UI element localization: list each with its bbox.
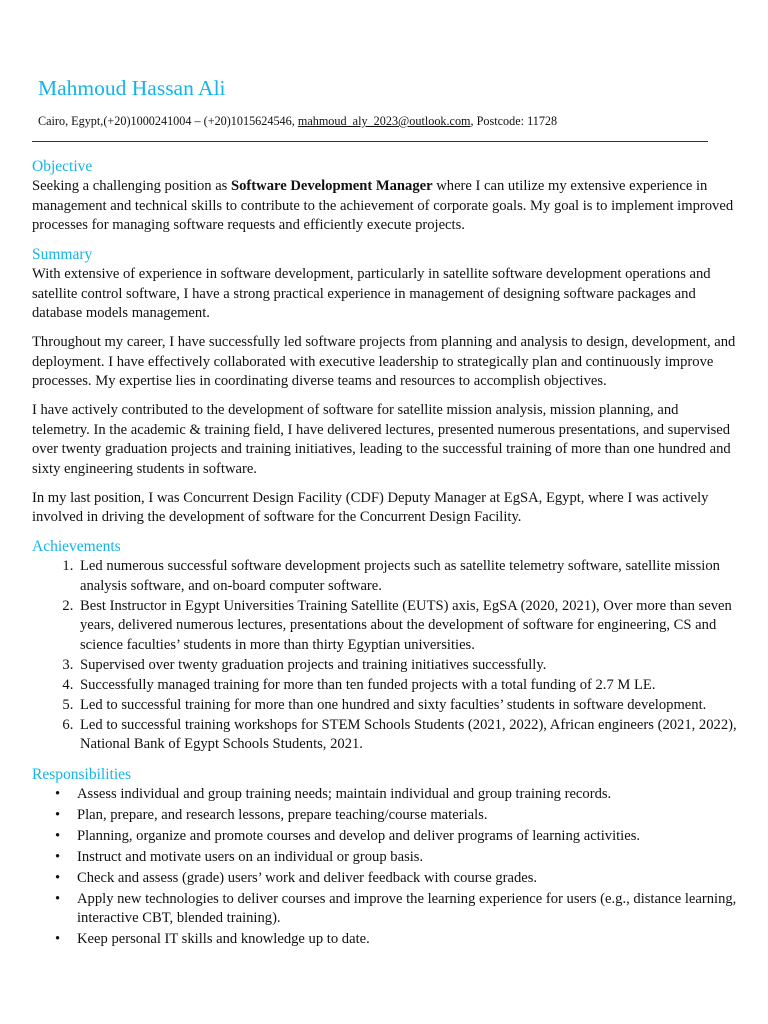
responsibility-item: [55, 785, 738, 805]
summary-paragraph: With extensive of experience in software development, particularly in satellite software development operations and satellite control software, I have a strong practical experience in management of designing software packages and database models management.: [32, 266, 711, 321]
achievements-heading: Achievements: [32, 538, 121, 555]
bullet-icon: •: [55, 869, 61, 886]
bullet-icon: •: [55, 827, 61, 844]
bullet-icon: •: [55, 931, 61, 947]
bullet-icon: •: [55, 848, 61, 865]
achievement-item: 1. Led numerous successful software development projects such as satellite telemetry software, satellite mission analysis software, and on-board computer software.: [77, 557, 738, 596]
contact-suffix: , Postcode: 11728: [470, 114, 558, 128]
contact-prefix: Cairo, Egypt,(+20)1000241004 – (+20)1015624546,: [38, 114, 298, 128]
summary-paragraph: In my last position, I was Concurrent Design Facility (CDF) Deputy Manager at EgSA, Egypt, where I was actively involved in driving the development of software for the Concurrent Design Facility.: [32, 489, 709, 525]
responsibility-item: [55, 827, 738, 847]
responsibilities-heading: Responsibilities: [32, 765, 132, 783]
responsibility-item: [55, 848, 738, 868]
responsibility-text: Keep personal IT skills and knowledge up to date.: [77, 931, 370, 947]
responsibility-text: Plan, prepare, and research lessons, prepare teaching/course materials.: [77, 806, 488, 823]
objective-text-pre: Seeking a challenging position as: [32, 178, 232, 194]
summary-section: [32, 245, 738, 528]
achievement-item: 3. Supervised over twenty graduation projects and training initiatives successfully.: [77, 656, 738, 676]
summary-paragraph: Throughout my career, I have successfully led software projects from planning and analysis to design, development, and deployment. I have effectively collaborated with executive leadership to strategically plan and continuously improve processes. My expertise lies in coordinating diverse teams and resources to accomplish objectives.: [32, 334, 736, 389]
summary-heading: Summary: [32, 246, 93, 263]
header-divider: [32, 141, 708, 142]
responsibility-text: Assess individual and group training needs; maintain individual and group training records.: [77, 785, 612, 802]
bullet-icon: •: [55, 806, 61, 823]
bullet-icon: •: [55, 890, 61, 907]
objective-section: [32, 157, 738, 236]
achievements-list: [32, 557, 738, 755]
responsibility-text: Check and assess (grade) users’ work and deliver feedback with course grades.: [77, 869, 538, 886]
candidate-name: Mahmoud Hassan Ali: [38, 76, 226, 100]
email-link[interactable]: mahmoud_aly_2023@outlook.com: [297, 114, 471, 128]
objective-text-post: where I can utilize my extensive experience in management and technical skills to contribute to the achievement of corporate goals. My goal is to implement improved processes for managing software requests and efficiently execute projects.: [32, 178, 734, 233]
contact-line: [38, 114, 557, 129]
achievements-section: [32, 537, 738, 755]
responsibilities-section: [32, 765, 738, 950]
responsibility-item: [55, 869, 738, 889]
achievement-item: 6. Led to successful training workshops for STEM Schools Students (2021, 2022), African engineers (2021, 2022), National Bank of Egypt Schools Students, 2021.: [77, 716, 738, 755]
achievement-item: 5. Led to successful training for more than one hundred and sixty faculties’ students in software development.: [77, 696, 738, 716]
responsibility-text: Planning, organize and promote courses and develop and deliver programs of learning activities.: [77, 827, 641, 844]
bullet-icon: •: [55, 785, 61, 802]
objective-text: [32, 177, 738, 236]
responsibility-text: Apply new technologies to deliver courses and improve the learning experience for users (e.g., distance learning, interactive CBT, blended training).: [77, 890, 737, 926]
achievement-item: 2. Best Instructor in Egypt Universities Training Satellite (EUTS) axis, EgSA (2020, 2021), Over more than seven years, delivered numerous lectures, presentations about the development of software for engineering, CS and science faculties’ students in more than thirty Egyptian universities.: [77, 597, 738, 656]
responsibility-item: [55, 806, 738, 826]
responsibility-item: [55, 930, 738, 950]
objective-heading: Objective: [32, 158, 93, 175]
resume-content: [32, 157, 738, 951]
responsibility-text: Instruct and motivate users on an individual or group basis.: [77, 848, 424, 865]
achievement-item: 4. Successfully managed training for more than ten funded projects with a total funding of 2.7 M LE.: [77, 676, 738, 696]
responsibilities-list: [32, 785, 738, 950]
summary-paragraph: I have actively contributed to the development of software for satellite mission analysis, mission planning, and telemetry. In the academic & training field, I have delivered lectures, presented numerous presentations, and supervised over twenty graduation projects and training initiatives, leading to the successful training of more than one hundred and sixty engineering students in software.: [32, 402, 731, 477]
responsibility-item: [55, 890, 738, 929]
objective-target-role: Software Development Manager: [231, 178, 433, 194]
